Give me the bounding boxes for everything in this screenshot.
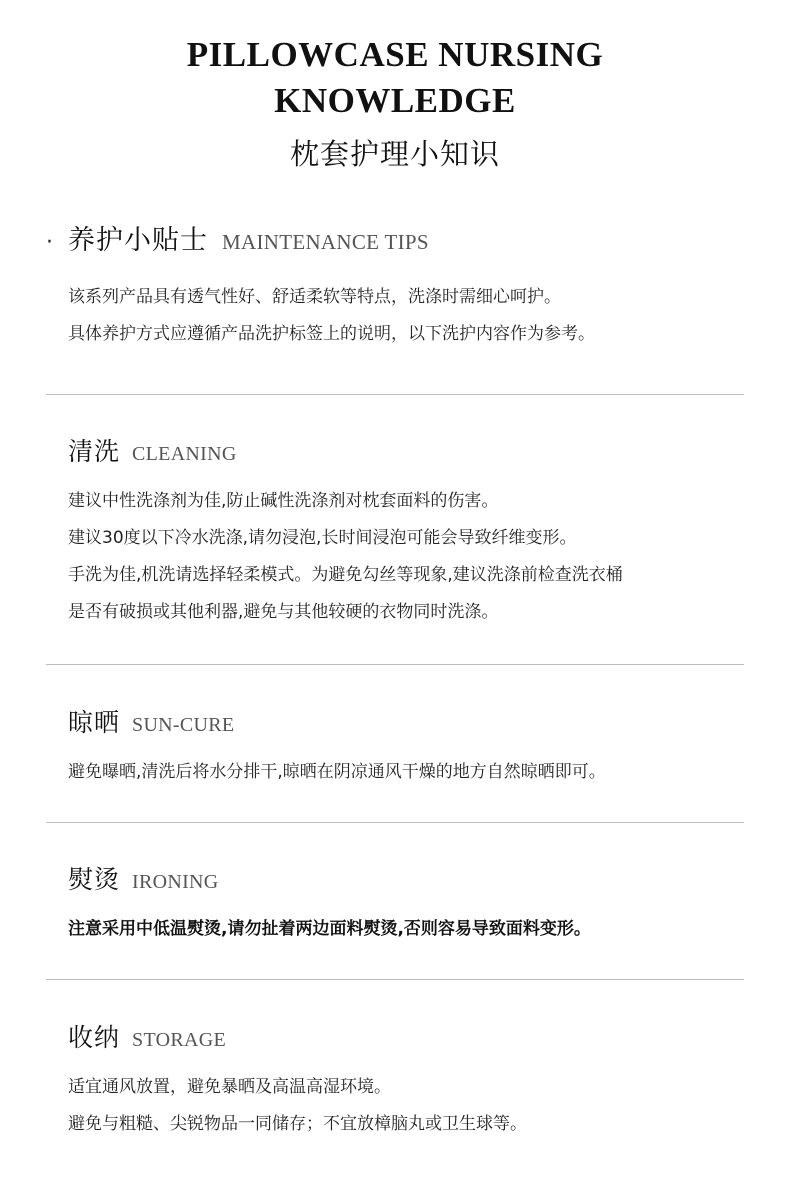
maintenance-tips-heading: [46, 218, 746, 257]
heading-cn: 晾晒: [68, 708, 121, 737]
storage-heading: [68, 1018, 748, 1054]
cleaning-heading: [68, 432, 748, 468]
ironing-section: [68, 860, 748, 948]
storage-body: [68, 1069, 748, 1143]
maintenance-tips-section: [46, 218, 746, 353]
heading-en: IRONING: [132, 871, 219, 893]
body-line: 避免曝晒,清洗后将水分排干,晾晒在阴凉通风干燥的地方自然晾晒即可。: [68, 762, 606, 782]
body-line: 手洗为佳,机洗请选择轻柔模式。为避免勾丝等现象,建议洗涤前检查洗衣桶: [68, 565, 623, 585]
heading-en: MAINTENANCE TIPS: [222, 230, 429, 254]
body-line: 注意采用中低温熨烫,请勿扯着两边面料熨烫,否则容易导致面料变形。: [68, 919, 591, 939]
heading-cn: 养护小贴士: [68, 225, 208, 256]
maintenance-tips-body: [46, 279, 746, 353]
heading-cn: 熨烫: [68, 865, 121, 894]
cleaning-section: [68, 432, 748, 631]
storage-section: [68, 1018, 748, 1143]
body-line: 该系列产品具有透气性好、舒适柔软等特点，洗涤时需细心呵护。: [68, 287, 561, 307]
title-en-line-1: PILLOWCASE NURSING: [186, 35, 604, 74]
body-line: 是否有破损或其他利器,避免与其他较硬的衣物同时洗涤。: [68, 602, 499, 622]
ironing-body: [68, 911, 748, 948]
sun-cure-body: [68, 754, 748, 791]
sun-cure-heading: [68, 703, 748, 739]
heading-en: STORAGE: [132, 1029, 226, 1051]
title-en-line-2: KNOWLEDGE: [274, 81, 516, 120]
heading-cn: 收纳: [68, 1023, 121, 1052]
divider: [46, 664, 744, 665]
divider: [46, 394, 744, 395]
body-line: 适宜通风放置，避免暴晒及高温高湿环境。: [68, 1077, 391, 1097]
bullet-dot: ·: [46, 230, 53, 255]
body-line: 避免与粗糙、尖锐物品一同储存；不宜放樟脑丸或卫生球等。: [68, 1114, 527, 1134]
page-title-cn: 枕套护理小知识: [289, 137, 500, 171]
divider: [46, 822, 744, 823]
heading-cn: 清洗: [68, 437, 121, 466]
cleaning-body: [68, 483, 748, 631]
divider: [46, 979, 744, 980]
body-line: 建议30度以下冷水洗涤,请勿浸泡,长时间浸泡可能会导致纤维变形。: [68, 528, 577, 548]
heading-en: CLEANING: [132, 443, 237, 465]
page-title-en: [0, 32, 790, 124]
page-header: [0, 32, 790, 174]
heading-en: SUN-CURE: [132, 714, 235, 736]
body-line: 建议中性洗涤剂为佳,防止碱性洗涤剂对枕套面料的伤害。: [68, 491, 499, 511]
sun-cure-section: [68, 703, 748, 791]
body-line: 具体养护方式应遵循产品洗护标签上的说明，以下洗护内容作为参考。: [68, 324, 595, 344]
ironing-heading: [68, 860, 748, 896]
